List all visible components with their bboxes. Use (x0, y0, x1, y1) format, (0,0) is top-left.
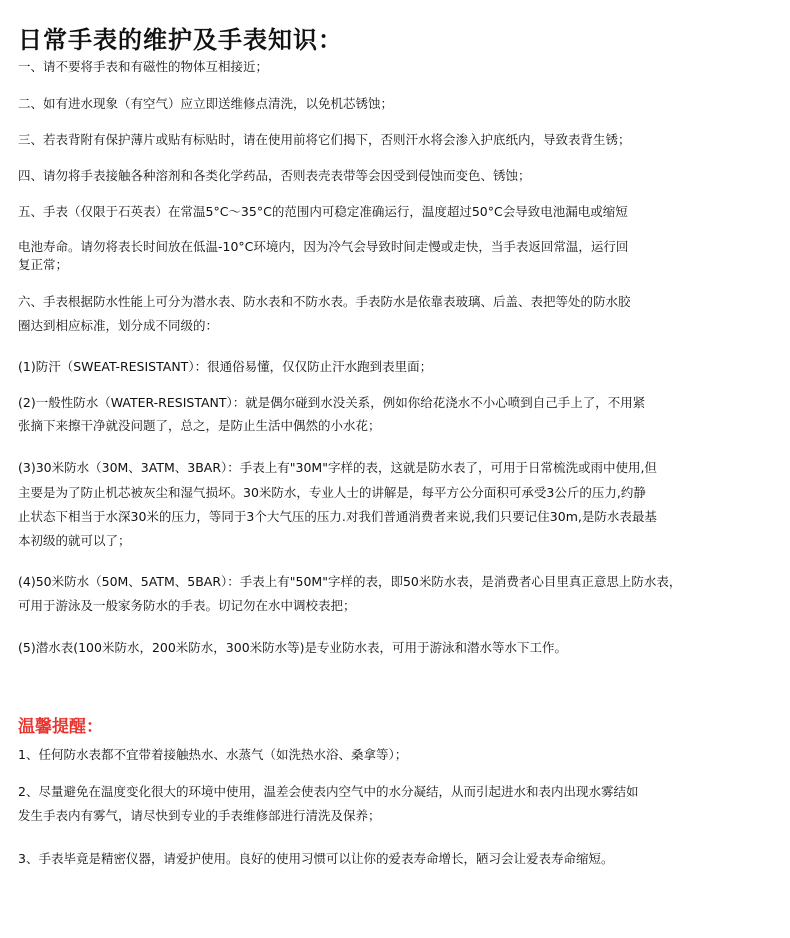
text-line: 五、手表（仅限于石英表）在常温5°C～35°C的范围内可稳定准确运行，温度超过50°C会导致电池漏电或缩短 (18, 204, 628, 219)
text-line: 止状态下相当于水深30米的压力，等同于3个大气压的压力.对我们普通消费者来说,我们只要记住30m,是防水表最基 (18, 509, 657, 524)
text-line: (1)防汗（SWEAT-RESISTANT）：很通俗易懂，仅仅防止汗水跑到表里面； (18, 359, 433, 374)
text-line: 一、请不要将手表和有磁性的物体互相接近； (18, 59, 269, 74)
warm-reminder-title: 温馨提醒： (18, 717, 103, 737)
text-line: 本初级的就可以了； (18, 533, 131, 548)
text-line: (5)潜水表(100米防水，200米防水，300米防水等)是专业防水表，可用于游泳和潜水等水下工作。 (18, 640, 568, 655)
text-line: 四、请勿将手表接触各种溶剂和各类化学药品，否则表壳表带等会因受到侵蚀而变色、锈蚀； (18, 168, 531, 183)
text-line: 三、若表背附有保护薄片或贴有标贴时，请在使用前将它们揭下，否则汗水将会渗入护底纸内，导致表背生锈； (18, 132, 631, 147)
text-line: 六、手表根据防水性能上可分为潜水表、防水表和不防水表。手表防水是依靠表玻璃、后盖、表把等处的防水胶 (18, 294, 631, 309)
text-line: 圈达到相应标准，划分成不同级的： (18, 318, 219, 333)
text-line: (4)50米防水（50M、5ATM、5BAR）：手表上有"50M"字样的表，即50米防水表，是消费者心目里真正意思上防水表， (18, 574, 682, 589)
text-line: 二、如有进水现象（有空气）应立即送维修点清洗，以免机芯锈蚀； (18, 96, 394, 111)
text-line: 复正常； (18, 257, 69, 272)
tip-line: 3、手表毕竟是精密仪器，请爱护使用。良好的使用习惯可以让你的爱表寿命增长，陋习会让爱表寿命缩短。 (18, 851, 614, 866)
text-line: 电池寿命。请勿将表长时间放在低温-10°C环境内，因为冷气会导致时间走慢或走快，当手表返回常温，运行回 (18, 239, 629, 254)
page-title: 日常手表的维护及手表知识： (18, 26, 343, 54)
text-line: 可用于游泳及一般家务防水的手表。切记勿在水中调校表把； (18, 598, 356, 613)
tip-line: 发生手表内有雾气，请尽快到专业的手表维修部进行清洗及保养； (18, 808, 381, 823)
text-line: (2)一般性防水（WATER-RESISTANT）：就是偶尔碰到水没关系，例如你给花浇水不小心喷到自己手上了，不用紧 (18, 395, 646, 410)
tip-line: 2、尽量避免在温度变化很大的环境中使用，温差会使表内空气中的水分凝结，从而引起进水和表内出现水雾结如 (18, 784, 639, 799)
tip-line: 1、任何防水表都不宜带着接触热水、水蒸气（如洗热水浴、桑拿等）； (18, 747, 408, 762)
text-line: 张摘下来擦干净就没问题了，总之，是防止生活中偶然的小水花； (18, 418, 381, 433)
text-line: (3)30米防水（30M、3ATM、3BAR）：手表上有"30M"字样的表，这就是防水表了，可用于日常梳洗或雨中使用,但 (18, 460, 657, 475)
text-line: 主要是为了防止机芯被灰尘和湿气损坏。30米防水，专业人士的讲解是，每平方公分面积可承受3公斤的压力,约静 (18, 485, 646, 500)
